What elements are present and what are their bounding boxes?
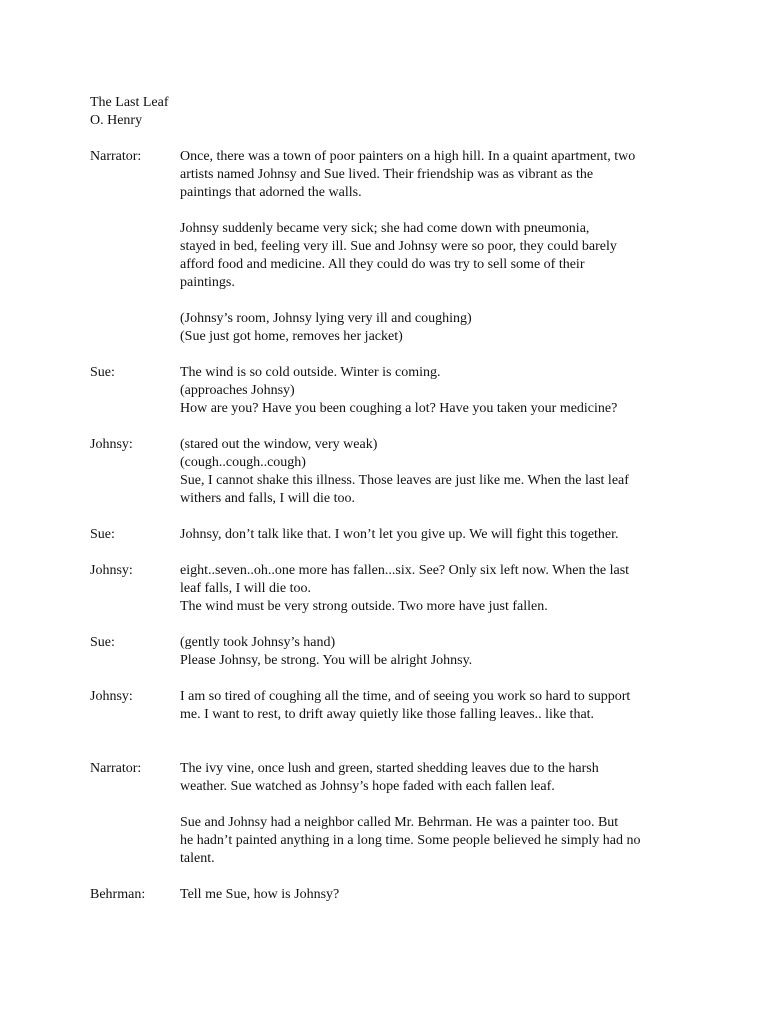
text-line: (gently took Johnsy’s hand) <box>180 635 336 650</box>
speaker-name: Behrman: <box>90 887 146 902</box>
speech-paragraph <box>180 310 690 346</box>
text-line: weather. Sue watched as Johnsy’s hope faded with each fallen leaf. <box>180 779 555 794</box>
speaker-name: Sue: <box>90 635 115 650</box>
dialogue-row <box>90 634 690 670</box>
speech-paragraph <box>180 814 690 868</box>
dialogue-row <box>90 562 690 616</box>
document-author: O. Henry <box>90 113 143 128</box>
text-line: Johnsy suddenly became very sick; she had come down with pneumonia, <box>180 221 590 236</box>
speech-paragraph <box>180 436 690 508</box>
script-body <box>90 148 690 904</box>
speech-text <box>180 364 690 418</box>
text-line: The wind is so cold outside. Winter is coming. <box>180 365 441 380</box>
text-line: me. I want to rest, to drift away quietly like those falling leaves.. like that. <box>180 707 595 722</box>
text-line: Johnsy, don’t talk like that. I won’t let you give up. We will fight this together. <box>180 527 619 542</box>
text-line: Please Johnsy, be strong. You will be alright Johnsy. <box>180 653 473 668</box>
text-line: he hadn’t painted anything in a long time. Some people believed he simply had no <box>180 833 641 848</box>
speech-paragraph <box>180 148 690 202</box>
text-line: (Sue just got home, removes her jacket) <box>180 329 403 344</box>
dialogue-row <box>90 436 690 508</box>
text-line: eight..seven..oh..one more has fallen...six. See? Only six left now. When the last <box>180 563 630 578</box>
text-line: (approaches Johnsy) <box>180 383 295 398</box>
speaker-name: Johnsy: <box>90 563 133 578</box>
speech-text <box>180 760 690 868</box>
speech-paragraph <box>180 220 690 292</box>
title-block <box>90 94 690 130</box>
text-line: I am so tired of coughing all the time, and of seeing you work so hard to support <box>180 689 631 704</box>
speech-text <box>180 148 690 346</box>
speaker-name: Narrator: <box>90 761 142 776</box>
dialogue-row <box>90 760 690 868</box>
speech-text <box>180 688 690 724</box>
text-line: How are you? Have you been coughing a lot? Have you taken your medicine? <box>180 401 618 416</box>
document-title: The Last Leaf <box>90 95 169 110</box>
speech-paragraph <box>180 562 690 616</box>
dialogue-row <box>90 148 690 346</box>
text-line: leaf falls, I will die too. <box>180 581 312 596</box>
text-line: The ivy vine, once lush and green, started shedding leaves due to the harsh <box>180 761 599 776</box>
speaker-name: Narrator: <box>90 149 142 164</box>
speech-text <box>180 886 690 904</box>
speech-paragraph <box>180 364 690 418</box>
text-line: (Johnsy’s room, Johnsy lying very ill and coughing) <box>180 311 472 326</box>
document-page <box>90 94 690 922</box>
speech-paragraph <box>180 634 690 670</box>
text-line: paintings that adorned the walls. <box>180 185 362 200</box>
text-line: (stared out the window, very weak) <box>180 437 378 452</box>
text-line: talent. <box>180 851 215 866</box>
dialogue-row <box>90 364 690 418</box>
text-line: withers and falls, I will die too. <box>180 491 355 506</box>
text-line: paintings. <box>180 275 235 290</box>
speech-text <box>180 436 690 508</box>
dialogue-row <box>90 688 690 724</box>
speech-paragraph <box>180 760 690 796</box>
text-line: Sue, I cannot shake this illness. Those leaves are just like me. When the last leaf <box>180 473 629 488</box>
text-line: stayed in bed, feeling very ill. Sue and Johnsy were so poor, they could barely <box>180 239 617 254</box>
speech-text <box>180 634 690 670</box>
speech-text <box>180 526 690 544</box>
text-line: Sue and Johnsy had a neighbor called Mr. Behrman. He was a painter too. But <box>180 815 619 830</box>
speech-paragraph <box>180 688 690 724</box>
speech-text <box>180 562 690 616</box>
text-line: artists named Johnsy and Sue lived. Their friendship was as vibrant as the <box>180 167 594 182</box>
speaker-name: Sue: <box>90 365 115 380</box>
speaker-name: Sue: <box>90 527 115 542</box>
speech-paragraph <box>180 886 690 904</box>
dialogue-row <box>90 886 690 904</box>
text-line: (cough..cough..cough) <box>180 455 306 470</box>
dialogue-row <box>90 526 690 544</box>
speech-paragraph <box>180 526 690 544</box>
speaker-name: Johnsy: <box>90 689 133 704</box>
speaker-name: Johnsy: <box>90 437 133 452</box>
text-line: Tell me Sue, how is Johnsy? <box>180 887 340 902</box>
text-line: The wind must be very strong outside. Two more have just fallen. <box>180 599 548 614</box>
text-line: Once, there was a town of poor painters on a high hill. In a quaint apartment, two <box>180 149 636 164</box>
text-line: afford food and medicine. All they could do was try to sell some of their <box>180 257 585 272</box>
